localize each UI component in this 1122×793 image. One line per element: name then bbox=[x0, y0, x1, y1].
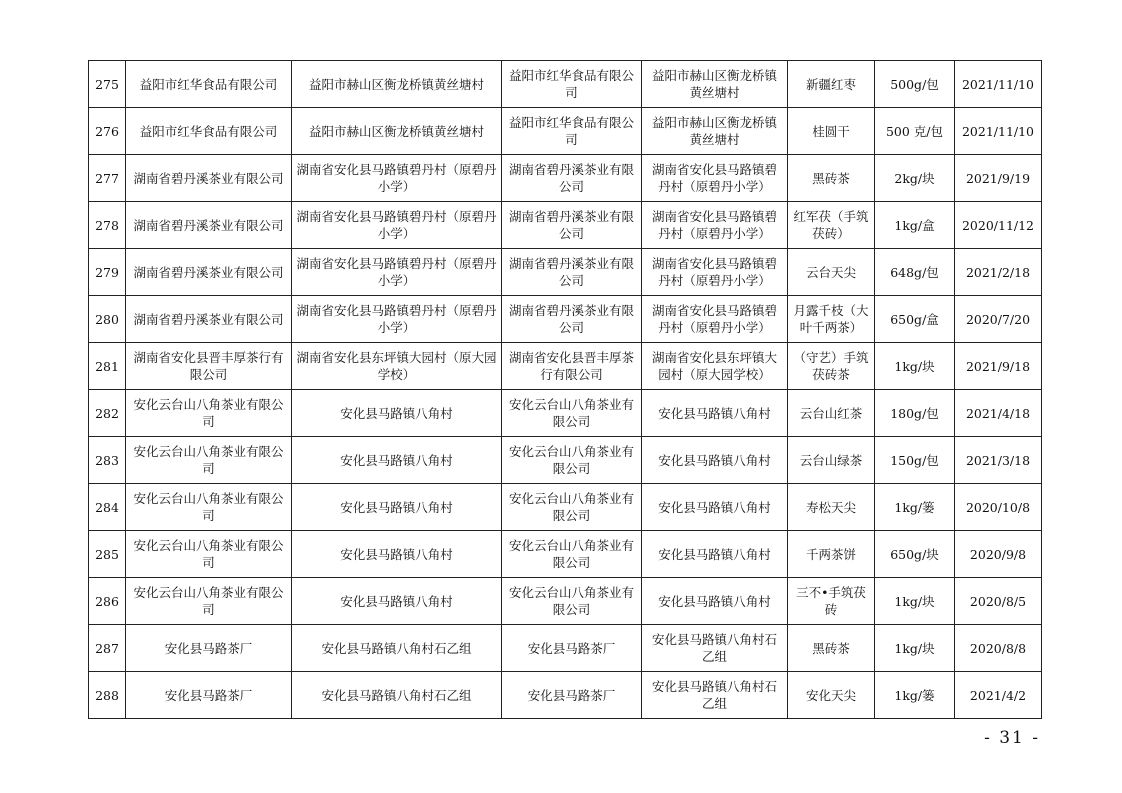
cell-row-number: 283 bbox=[89, 437, 126, 484]
cell-production-date: 2020/7/20 bbox=[955, 296, 1042, 343]
cell-producer-name: 安化县马路茶厂 bbox=[126, 672, 292, 719]
cell-producer-address: 安化县马路镇八角村 bbox=[292, 484, 502, 531]
cell-seller-name: 湖南省碧丹溪茶业有限公司 bbox=[502, 296, 642, 343]
cell-product-name: 安化天尖 bbox=[788, 672, 875, 719]
cell-producer-name: 益阳市红华食品有限公司 bbox=[126, 108, 292, 155]
cell-package-spec: 1kg/篓 bbox=[875, 672, 955, 719]
cell-producer-name: 安化云台山八角茶业有限公司 bbox=[126, 484, 292, 531]
cell-product-name: 云台山红茶 bbox=[788, 390, 875, 437]
cell-producer-name: 安化云台山八角茶业有限公司 bbox=[126, 531, 292, 578]
cell-row-number: 278 bbox=[89, 202, 126, 249]
cell-seller-address: 湖南省安化县东坪镇大园村（原大园学校） bbox=[642, 343, 788, 390]
cell-production-date: 2020/11/12 bbox=[955, 202, 1042, 249]
cell-row-number: 276 bbox=[89, 108, 126, 155]
cell-seller-address: 湖南省安化县马路镇碧丹村（原碧丹小学） bbox=[642, 155, 788, 202]
cell-production-date: 2021/11/10 bbox=[955, 108, 1042, 155]
cell-product-name: 寿松天尖 bbox=[788, 484, 875, 531]
cell-production-date: 2020/8/8 bbox=[955, 625, 1042, 672]
cell-producer-address: 安化县马路镇八角村 bbox=[292, 531, 502, 578]
cell-seller-name: 湖南省碧丹溪茶业有限公司 bbox=[502, 202, 642, 249]
cell-production-date: 2020/9/8 bbox=[955, 531, 1042, 578]
cell-row-number: 280 bbox=[89, 296, 126, 343]
cell-producer-address: 湖南省安化县马路镇碧丹村（原碧丹小学） bbox=[292, 202, 502, 249]
cell-package-spec: 1kg/块 bbox=[875, 578, 955, 625]
cell-seller-address: 安化县马路镇八角村 bbox=[642, 531, 788, 578]
cell-seller-address: 安化县马路镇八角村 bbox=[642, 437, 788, 484]
cell-producer-address: 益阳市赫山区衡龙桥镇黄丝塘村 bbox=[292, 61, 502, 108]
cell-seller-address: 安化县马路镇八角村 bbox=[642, 578, 788, 625]
cell-package-spec: 500 克/包 bbox=[875, 108, 955, 155]
cell-producer-name: 安化云台山八角茶业有限公司 bbox=[126, 578, 292, 625]
cell-row-number: 277 bbox=[89, 155, 126, 202]
cell-seller-address: 益阳市赫山区衡龙桥镇黄丝塘村 bbox=[642, 108, 788, 155]
cell-producer-address: 益阳市赫山区衡龙桥镇黄丝塘村 bbox=[292, 108, 502, 155]
cell-production-date: 2021/4/18 bbox=[955, 390, 1042, 437]
cell-seller-address: 湖南省安化县马路镇碧丹村（原碧丹小学） bbox=[642, 249, 788, 296]
cell-producer-address: 湖南省安化县马路镇碧丹村（原碧丹小学） bbox=[292, 249, 502, 296]
cell-package-spec: 648g/包 bbox=[875, 249, 955, 296]
cell-package-spec: 1kg/块 bbox=[875, 343, 955, 390]
table-row bbox=[89, 343, 1042, 390]
cell-producer-address: 安化县马路镇八角村 bbox=[292, 437, 502, 484]
cell-package-spec: 1kg/盒 bbox=[875, 202, 955, 249]
cell-product-name: 云台山绿茶 bbox=[788, 437, 875, 484]
cell-producer-name: 益阳市红华食品有限公司 bbox=[126, 61, 292, 108]
cell-seller-address: 湖南省安化县马路镇碧丹村（原碧丹小学） bbox=[642, 296, 788, 343]
cell-seller-name: 安化云台山八角茶业有限公司 bbox=[502, 484, 642, 531]
cell-package-spec: 1kg/块 bbox=[875, 625, 955, 672]
table-row bbox=[89, 437, 1042, 484]
cell-seller-name: 安化县马路茶厂 bbox=[502, 625, 642, 672]
cell-package-spec: 650g/盒 bbox=[875, 296, 955, 343]
cell-producer-address: 安化县马路镇八角村石乙组 bbox=[292, 625, 502, 672]
cell-row-number: 285 bbox=[89, 531, 126, 578]
cell-production-date: 2021/3/18 bbox=[955, 437, 1042, 484]
cell-row-number: 279 bbox=[89, 249, 126, 296]
table-row bbox=[89, 249, 1042, 296]
cell-production-date: 2021/9/18 bbox=[955, 343, 1042, 390]
table-row bbox=[89, 625, 1042, 672]
cell-seller-name: 安化县马路茶厂 bbox=[502, 672, 642, 719]
cell-product-name: 云台天尖 bbox=[788, 249, 875, 296]
cell-producer-address: 湖南省安化县东坪镇大园村（原大园学校） bbox=[292, 343, 502, 390]
cell-row-number: 282 bbox=[89, 390, 126, 437]
table-row bbox=[89, 672, 1042, 719]
cell-package-spec: 150g/包 bbox=[875, 437, 955, 484]
table-row bbox=[89, 202, 1042, 249]
cell-seller-address: 益阳市赫山区衡龙桥镇黄丝塘村 bbox=[642, 61, 788, 108]
cell-row-number: 284 bbox=[89, 484, 126, 531]
table-body bbox=[89, 61, 1042, 719]
cell-production-date: 2020/10/8 bbox=[955, 484, 1042, 531]
cell-seller-address: 湖南省安化县马路镇碧丹村（原碧丹小学） bbox=[642, 202, 788, 249]
cell-package-spec: 2kg/块 bbox=[875, 155, 955, 202]
cell-product-name: 月露千枝（大叶千两茶） bbox=[788, 296, 875, 343]
cell-seller-name: 湖南省碧丹溪茶业有限公司 bbox=[502, 155, 642, 202]
cell-package-spec: 500g/包 bbox=[875, 61, 955, 108]
cell-package-spec: 1kg/篓 bbox=[875, 484, 955, 531]
cell-seller-address: 安化县马路镇八角村 bbox=[642, 390, 788, 437]
cell-row-number: 287 bbox=[89, 625, 126, 672]
table-row bbox=[89, 578, 1042, 625]
cell-production-date: 2021/9/19 bbox=[955, 155, 1042, 202]
table-row bbox=[89, 390, 1042, 437]
cell-product-name: 黑砖茶 bbox=[788, 155, 875, 202]
cell-seller-name: 益阳市红华食品有限公司 bbox=[502, 108, 642, 155]
cell-seller-name: 安化云台山八角茶业有限公司 bbox=[502, 578, 642, 625]
cell-seller-address: 安化县马路镇八角村石乙组 bbox=[642, 672, 788, 719]
cell-seller-name: 湖南省安化县晋丰厚茶行有限公司 bbox=[502, 343, 642, 390]
page-number: - 31 - bbox=[984, 728, 1040, 748]
table-row bbox=[89, 61, 1042, 108]
cell-product-name: 红军茯（手筑茯砖） bbox=[788, 202, 875, 249]
cell-producer-name: 湖南省碧丹溪茶业有限公司 bbox=[126, 296, 292, 343]
table-row bbox=[89, 531, 1042, 578]
cell-seller-name: 益阳市红华食品有限公司 bbox=[502, 61, 642, 108]
cell-producer-address: 湖南省安化县马路镇碧丹村（原碧丹小学） bbox=[292, 155, 502, 202]
cell-producer-name: 安化云台山八角茶业有限公司 bbox=[126, 437, 292, 484]
cell-package-spec: 650g/块 bbox=[875, 531, 955, 578]
cell-product-name: 新疆红枣 bbox=[788, 61, 875, 108]
cell-producer-name: 安化县马路茶厂 bbox=[126, 625, 292, 672]
cell-package-spec: 180g/包 bbox=[875, 390, 955, 437]
table-row bbox=[89, 155, 1042, 202]
cell-producer-name: 湖南省碧丹溪茶业有限公司 bbox=[126, 155, 292, 202]
cell-producer-name: 湖南省碧丹溪茶业有限公司 bbox=[126, 202, 292, 249]
cell-seller-name: 湖南省碧丹溪茶业有限公司 bbox=[502, 249, 642, 296]
cell-production-date: 2021/11/10 bbox=[955, 61, 1042, 108]
cell-product-name: 三不•手筑茯砖 bbox=[788, 578, 875, 625]
cell-row-number: 281 bbox=[89, 343, 126, 390]
cell-seller-name: 安化云台山八角茶业有限公司 bbox=[502, 531, 642, 578]
cell-producer-address: 安化县马路镇八角村 bbox=[292, 578, 502, 625]
table-row bbox=[89, 484, 1042, 531]
cell-seller-name: 安化云台山八角茶业有限公司 bbox=[502, 390, 642, 437]
table-row bbox=[89, 108, 1042, 155]
cell-row-number: 275 bbox=[89, 61, 126, 108]
cell-production-date: 2021/2/18 bbox=[955, 249, 1042, 296]
cell-row-number: 288 bbox=[89, 672, 126, 719]
cell-producer-name: 湖南省安化县晋丰厚茶行有限公司 bbox=[126, 343, 292, 390]
cell-product-name: 千两茶饼 bbox=[788, 531, 875, 578]
cell-producer-address: 湖南省安化县马路镇碧丹村（原碧丹小学） bbox=[292, 296, 502, 343]
cell-seller-address: 安化县马路镇八角村石乙组 bbox=[642, 625, 788, 672]
product-table bbox=[88, 60, 1042, 719]
cell-seller-address: 安化县马路镇八角村 bbox=[642, 484, 788, 531]
cell-product-name: （守艺）手筑茯砖茶 bbox=[788, 343, 875, 390]
table-row bbox=[89, 296, 1042, 343]
cell-production-date: 2021/4/2 bbox=[955, 672, 1042, 719]
cell-producer-name: 湖南省碧丹溪茶业有限公司 bbox=[126, 249, 292, 296]
cell-producer-name: 安化云台山八角茶业有限公司 bbox=[126, 390, 292, 437]
cell-seller-name: 安化云台山八角茶业有限公司 bbox=[502, 437, 642, 484]
cell-producer-address: 安化县马路镇八角村石乙组 bbox=[292, 672, 502, 719]
cell-product-name: 桂圆干 bbox=[788, 108, 875, 155]
cell-product-name: 黑砖茶 bbox=[788, 625, 875, 672]
cell-production-date: 2020/8/5 bbox=[955, 578, 1042, 625]
cell-row-number: 286 bbox=[89, 578, 126, 625]
cell-producer-address: 安化县马路镇八角村 bbox=[292, 390, 502, 437]
